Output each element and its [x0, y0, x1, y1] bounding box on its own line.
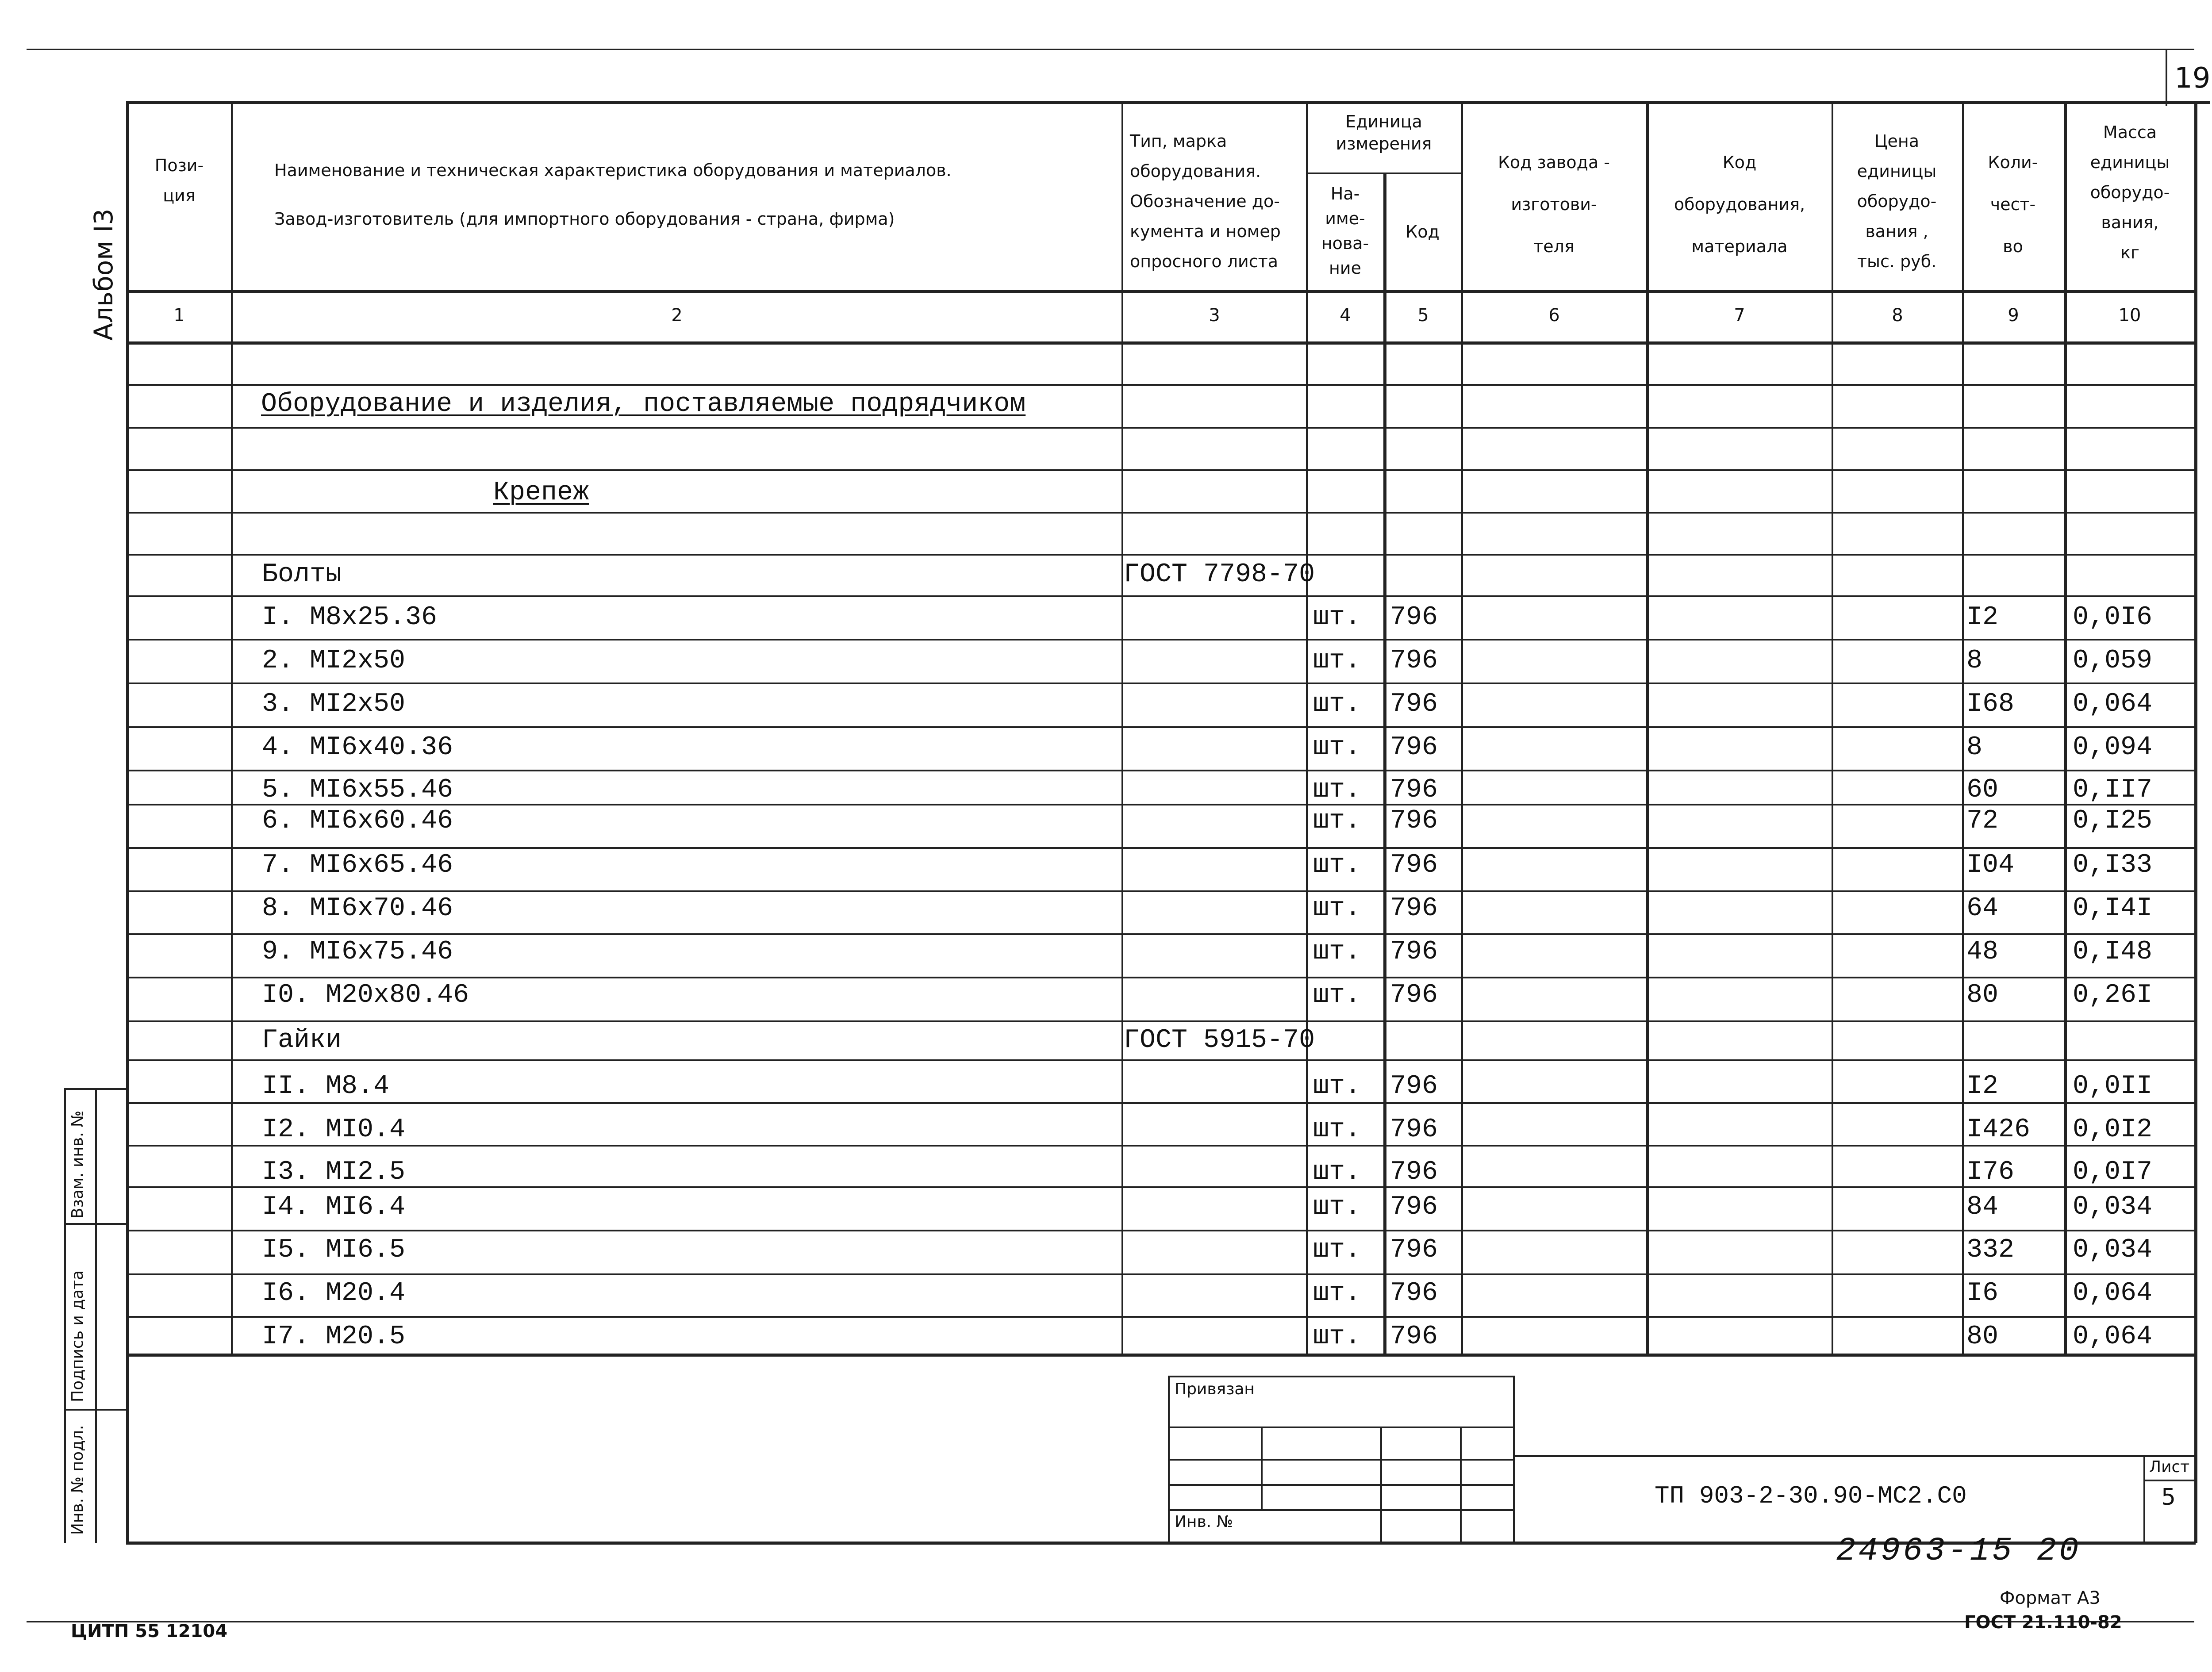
row-mass: 0,034 — [2073, 1192, 2153, 1222]
header-col2-line1: Наименование и техническая характеристика оборудования и материалов. — [274, 161, 952, 180]
row-qty: 80 — [1966, 1322, 1999, 1352]
row-unit: шт. — [1313, 894, 1361, 924]
header-col6-line1: Код завода - — [1498, 153, 1610, 172]
header-col8-line3: оборудо- — [1857, 192, 1937, 211]
row-name: II. М8.4 — [262, 1071, 390, 1101]
row-name: I6. М20.4 — [262, 1278, 406, 1308]
col-number-8: 8 — [1892, 305, 1903, 326]
header-col7-line3: материала — [1691, 237, 1788, 256]
header-col7-line1: Код — [1722, 153, 1757, 172]
row-name: I0. М20х80.46 — [262, 980, 469, 1010]
row-mass: 0,I48 — [2073, 937, 2153, 967]
row-unit: шт. — [1313, 1157, 1361, 1187]
header-col7-line2: оборудования, — [1674, 195, 1805, 214]
bolts-title: Болты — [262, 560, 342, 590]
row-unit: шт. — [1313, 980, 1361, 1010]
row-mass: 0,II7 — [2073, 775, 2153, 805]
col-number-1: 1 — [173, 305, 185, 326]
row-qty: I76 — [1966, 1157, 2015, 1187]
row-code: 796 — [1390, 732, 1438, 763]
row-code: 796 — [1390, 689, 1438, 719]
row-unit: шт. — [1313, 1235, 1361, 1265]
row-qty: 332 — [1966, 1235, 2015, 1265]
section-subtitle: Крепеж — [493, 478, 589, 508]
header-col10-line2: единицы — [2090, 153, 2170, 172]
col-number-2: 2 — [671, 305, 683, 326]
header-col3-line4: кумента и номер — [1130, 222, 1281, 241]
row-qty: 72 — [1966, 806, 1999, 836]
row-unit: шт. — [1313, 646, 1361, 676]
row-code: 796 — [1390, 850, 1438, 880]
col-number-5: 5 — [1417, 305, 1429, 326]
row-mass: 0,064 — [2073, 1278, 2153, 1308]
row-qty: I2 — [1966, 1071, 1999, 1101]
row-mass: 0,0I6 — [2073, 602, 2153, 633]
col-number-7: 7 — [1734, 305, 1745, 326]
nuts-title: Гайки — [262, 1025, 342, 1055]
header-col1-line1: Пози- — [154, 156, 204, 175]
col-number-3: 3 — [1209, 305, 1220, 326]
row-qty: 64 — [1966, 894, 1999, 924]
row-mass: 0,064 — [2073, 689, 2153, 719]
header-col2-line2: Завод-изготовитель (для импортного оборудования - страна, фирма) — [274, 209, 895, 229]
header-col4-line3: нова- — [1321, 234, 1369, 253]
corner-sheet-number: 19 — [2174, 62, 2211, 95]
row-unit: шт. — [1313, 775, 1361, 805]
row-name: I3. МI2.5 — [262, 1157, 406, 1187]
row-qty: I04 — [1966, 850, 2015, 880]
row-qty: 80 — [1966, 980, 1999, 1010]
row-code: 796 — [1390, 980, 1438, 1010]
row-mass: 0,0I2 — [2073, 1115, 2153, 1145]
header-col6-line2: изготови- — [1511, 195, 1597, 214]
row-qty: 84 — [1966, 1192, 1999, 1222]
header-col3-line3: Обозначение до- — [1130, 192, 1280, 211]
col-number-10: 10 — [2118, 305, 2141, 326]
header-unit-group-line2: измерения — [1336, 134, 1432, 153]
row-name: 6. МI6х60.46 — [262, 806, 453, 836]
row-qty: 8 — [1966, 732, 1983, 763]
header-col10-line1: Масса — [2103, 123, 2157, 142]
header-unit-group-line1: Единица — [1345, 112, 1422, 131]
col-number-4: 4 — [1340, 305, 1351, 326]
row-mass: 0,26I — [2073, 980, 2153, 1010]
header-col10-line4: вания, — [2101, 213, 2159, 232]
header-col3-line1: Тип, марка — [1130, 131, 1227, 151]
row-code: 796 — [1390, 1278, 1438, 1308]
row-unit: шт. — [1313, 937, 1361, 967]
row-mass: 0,034 — [2073, 1235, 2153, 1265]
row-code: 796 — [1390, 937, 1438, 967]
header-col9-line2: чест- — [1990, 195, 2036, 214]
row-name: 3. МI2х50 — [262, 689, 406, 719]
row-name: 2. МI2х50 — [262, 646, 406, 676]
row-qty: 60 — [1966, 775, 1999, 805]
header-col8-line1: Цена — [1874, 131, 1919, 151]
row-name: I7. М20.5 — [262, 1322, 406, 1352]
header-col1-line2: ция — [163, 186, 196, 205]
row-name: 5. МI6х55.46 — [262, 775, 453, 805]
row-qty: 8 — [1966, 646, 1983, 676]
row-mass: 0,0I7 — [2073, 1157, 2153, 1187]
row-mass: 0,094 — [2073, 732, 2153, 763]
row-code: 796 — [1390, 1071, 1438, 1101]
row-name: 8. МI6х70.46 — [262, 894, 453, 924]
row-code: 796 — [1390, 602, 1438, 633]
header-col8-line5: тыс. руб. — [1857, 252, 1937, 271]
sheet-number: 5 — [2161, 1484, 2176, 1511]
row-code: 796 — [1390, 806, 1438, 836]
row-name: I. М8х25.36 — [262, 602, 438, 633]
header-col9-line1: Коли- — [1988, 153, 2038, 172]
print-code: ЦИТП 55 12104 — [71, 1621, 228, 1641]
row-code: 796 — [1390, 646, 1438, 676]
row-unit: шт. — [1313, 806, 1361, 836]
row-code: 796 — [1390, 775, 1438, 805]
gost-footer: ГОСТ 21.110-82 — [1964, 1612, 2122, 1633]
row-mass: 0,0II — [2073, 1071, 2153, 1101]
side-label-replace-inv: Взам. инв. № — [69, 1110, 87, 1219]
nuts-gost: ГОСТ 5915-70 — [1124, 1025, 1315, 1055]
row-name: 4. МI6х40.36 — [262, 732, 453, 763]
row-name: I2. МI0.4 — [262, 1115, 406, 1145]
row-qty: I6 — [1966, 1278, 1999, 1308]
row-mass: 0,I4I — [2073, 894, 2153, 924]
row-unit: шт. — [1313, 1071, 1361, 1101]
row-unit: шт. — [1313, 1278, 1361, 1308]
row-code: 796 — [1390, 1235, 1438, 1265]
format-label: Формат А3 — [2000, 1588, 2101, 1608]
header-col5: Код — [1406, 222, 1440, 242]
document-code: ТП 903-2-30.90-МС2.С0 — [1655, 1482, 1967, 1510]
row-qty: I2 — [1966, 602, 1999, 633]
bolts-gost: ГОСТ 7798-70 — [1124, 560, 1315, 590]
row-code: 796 — [1390, 1157, 1438, 1187]
row-code: 796 — [1390, 1115, 1438, 1145]
header-col8-line4: вания , — [1865, 222, 1928, 241]
row-unit: шт. — [1313, 602, 1361, 633]
header-col4-line1: На- — [1330, 184, 1360, 203]
inv-number-label: Инв. № — [1175, 1513, 1233, 1531]
row-code: 796 — [1390, 1192, 1438, 1222]
attached-label: Привязан — [1175, 1380, 1255, 1398]
header-col10-line3: оборудо- — [2090, 183, 2170, 202]
row-code: 796 — [1390, 1322, 1438, 1352]
row-qty: 48 — [1966, 937, 1999, 967]
album-label: Альбом I3 — [88, 208, 119, 341]
row-name: I4. МI6.4 — [262, 1192, 406, 1222]
header-col8-line2: единицы — [1857, 161, 1937, 181]
sheet-label: Лист — [2149, 1458, 2190, 1476]
row-name: I5. МI6.5 — [262, 1235, 406, 1265]
row-name: 9. МI6х75.46 — [262, 937, 453, 967]
row-mass: 0,064 — [2073, 1322, 2153, 1352]
handwritten-number: 24963-15 20 — [1836, 1533, 2081, 1570]
header-col3-line2: оборудования. — [1130, 161, 1261, 181]
row-unit: шт. — [1313, 732, 1361, 763]
row-mass: 0,I33 — [2073, 850, 2153, 880]
row-code: 796 — [1390, 894, 1438, 924]
col-number-6: 6 — [1548, 305, 1560, 326]
row-unit: шт. — [1313, 689, 1361, 719]
row-mass: 0,059 — [2073, 646, 2153, 676]
header-col4-line2: име- — [1325, 209, 1365, 228]
row-name: 7. МI6х65.46 — [262, 850, 453, 880]
row-mass: 0,I25 — [2073, 806, 2153, 836]
row-unit: шт. — [1313, 1192, 1361, 1222]
row-unit: шт. — [1313, 1115, 1361, 1145]
header-col4-line4: ние — [1329, 258, 1361, 278]
row-qty: I426 — [1966, 1115, 2031, 1145]
row-unit: шт. — [1313, 850, 1361, 880]
section-main-title: Оборудование и изделия, поставляемые подрядчиком — [261, 389, 1026, 419]
side-label-signature-date: Подпись и дата — [69, 1270, 87, 1402]
header-col6-line3: теля — [1533, 237, 1575, 256]
header-col3-line5: опросного листа — [1130, 252, 1279, 271]
row-qty: I68 — [1966, 689, 2015, 719]
header-col10-line5: кг — [2120, 243, 2139, 262]
side-label-orig-inv: Инв. № подл. — [69, 1425, 87, 1535]
header-col9-line3: во — [2003, 237, 2023, 256]
row-unit: шт. — [1313, 1322, 1361, 1352]
col-number-9: 9 — [2008, 305, 2019, 326]
